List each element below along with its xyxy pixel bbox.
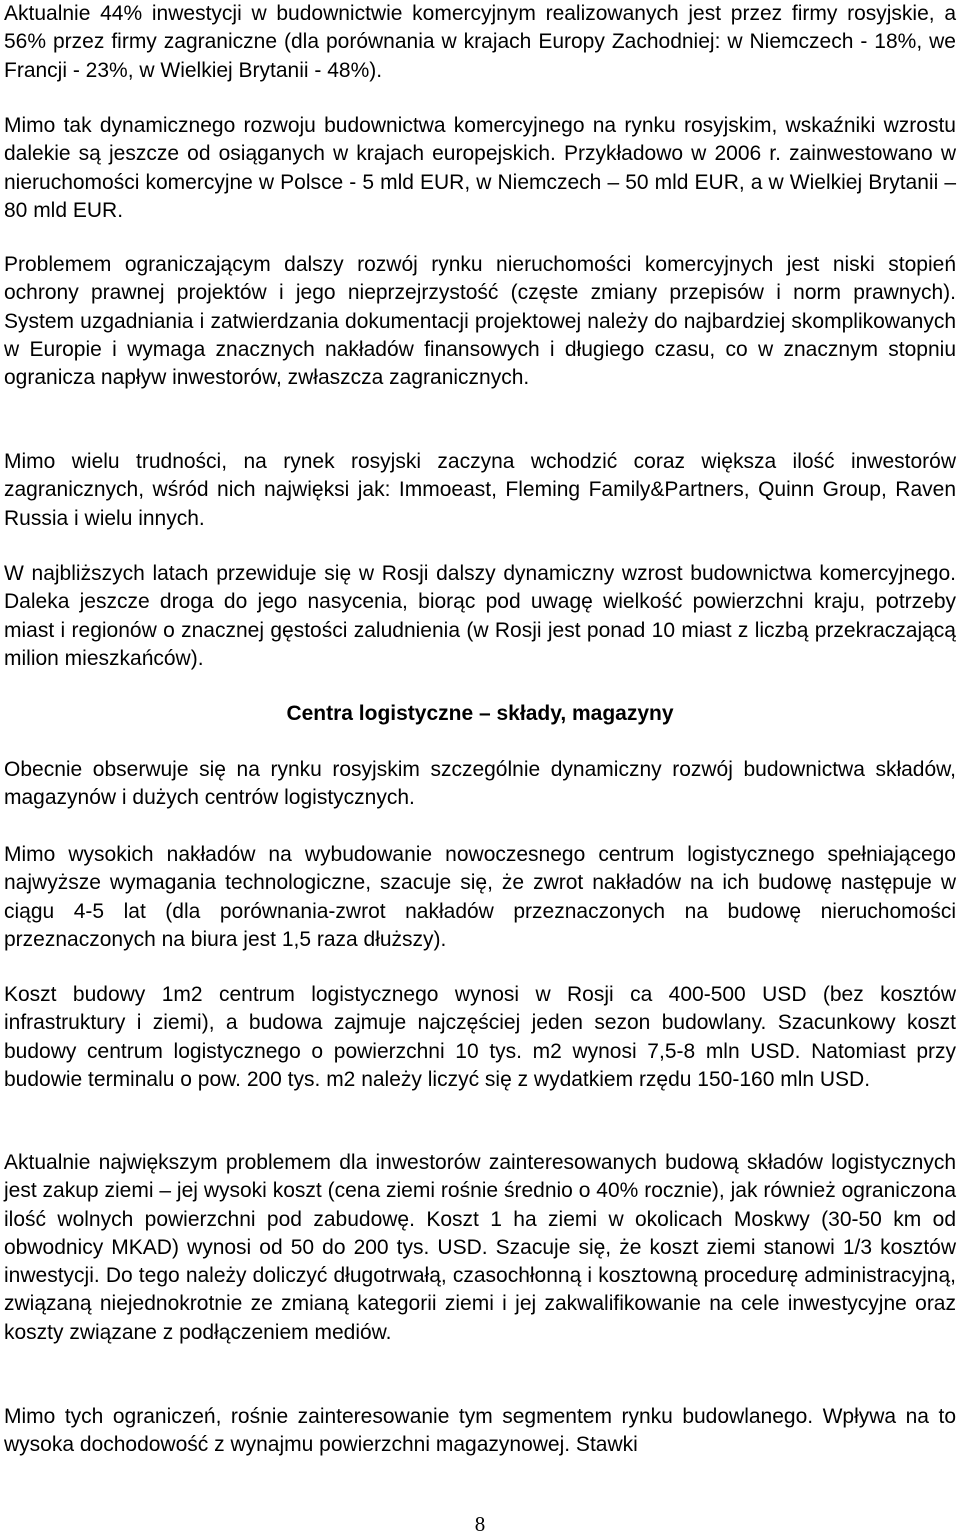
paragraph-land-problems: Aktualnie największym problemem dla inwestorów zainteresowanych budową składów logistycznych jest zakup ziemi – jej wysoki koszt (cena ziemi rośnie średnio o 40% rocznie), jak również ograniczona ilość wolnych powierzchni pod zabudowę. Koszt 1 ha ziemi w okolicach Moskwy (30-50 km od obwodnicy MKAD) wynosi od 50 do 200 tys. USD. Szacuje się, że koszt ziemi stanowi 1/3 kosztów inwestycji. Do tego należy doliczyć długotrwałą, czasochłonną i kosztowną procedurę administracyjną, związaną niejednokrotnie ze zmianą kategorii ziemi i jej zakwalifikowanie na cele inwestycyjne oraz koszty związane z podłączeniem mediów.	[4, 1151, 956, 1344]
section-heading: Centra logistyczne – składy, magazyny	[286, 702, 674, 725]
paragraph-investment-shares: Aktualnie 44% inwestycji w budownictwie komercyjnym realizowanych jest przez firmy rosyjskie, a 56% przez firmy zagraniczne (dla porównania w krajach Europy Zachodniej: w Niemczech - 18%, we Francji - 23%, w Wielkiej Brytanii - 48%).	[4, 2, 956, 82]
paragraph-growth-indicators: Mimo tak dynamicznego rozwoju budownictwa komercyjnego na rynku rosyjskim, wskaźniki wzrostu dalekie są jeszcze od osiąganych w krajach europejskich. Przykładowo w 2006 r. zainwestowano w nieruchomości komercyjne w Polsce - 5 mld EUR, w Niemczech – 50 mld EUR, a w Wielkiej Brytanii – 80 mld EUR.	[4, 114, 956, 222]
paragraph-logistics-development: Obecnie obserwuje się na rynku rosyjskim szczególnie dynamiczny rozwój budownictwa składów, magazynów i dużych centrów logistycznych.	[4, 758, 956, 810]
page-number: 8	[474, 1512, 486, 1536]
paragraph-future-growth: W najbliższych latach przewiduje się w Rosji dalszy dynamiczny wzrost budownictwa komercyjnego. Daleka jeszcze droga do jego nasycenia, biorąc pod uwagę wielkość powierzchni kraju, potrzeby miast i regionów o znacznej gęstości zaludnienia (w Rosji jest ponad 10 miast z liczbą przekraczającą milion mieszkańców).	[4, 562, 956, 670]
paragraph-foreign-investors: Mimo wielu trudności, na rynek rosyjski zaczyna wchodzić coraz większa ilość inwestorów zagranicznych, wśród nich najwięksi jak: Immoeast, Fleming Family&Partners, Quinn Group, Raven Russia i wielu innych.	[4, 450, 956, 530]
paragraph-construction-cost: Koszt budowy 1m2 centrum logistycznego wynosi w Rosji ca 400-500 USD (bez kosztów infrastruktury i ziemi), a budowa zajmuje najczęściej jeden sezon budowlany. Szacunkowy koszt budowy centrum logistycznego o powierzchni 10 tys. m2 wynosi 7,5-8 mln USD. Natomiast przy budowie terminalu o pow. 200 tys. m2 należy liczyć się z wydatkiem rzędu 150-160 mln USD.	[4, 983, 956, 1091]
paragraph-growing-interest: Mimo tych ograniczeń, rośnie zainteresowanie tym segmentem rynku budowlanego. Wpływa na to wysoka dochodowość z wynajmu powierzchni magazynowej. Stawki	[4, 1405, 956, 1457]
paragraph-legal-problems: Problemem ograniczającym dalszy rozwój rynku nieruchomości komercyjnych jest niski stopień ochrony prawnej projektów i jego nieprzejrzystość (częste zmiany przepisów i norm prawnych). System uzgadniania i zatwierdzania dokumentacji projektowej należy do najbardziej skomplikowanych w Europie i wymaga znacznych nakładów finansowych i długiego czasu, co w znacznym stopniu ogranicza napływ inwestorów, zwłaszcza zagranicznych.	[4, 253, 956, 390]
paragraph-return-on-investment: Mimo wysokich nakładów na wybudowanie nowoczesnego centrum logistycznego spełniającego najwyższe wymagania technologiczne, szacuje się, że zwrot nakładów na ich budowę następuje w ciągu 4-5 lat (dla porównania-zwrot nakładów przeznaczonych na budowę nieruchomości przeznaczonych na biura jest 1,5 raza dłuższy).	[4, 843, 956, 951]
